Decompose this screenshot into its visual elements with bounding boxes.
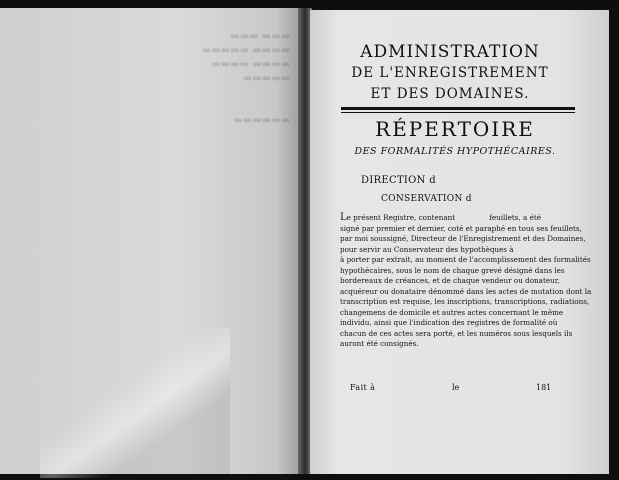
body-line: hypothécaires, sous le nom de chaque grevé désigné dans les [340,265,565,275]
header-administration: ADMINISTRATION [360,42,540,62]
footer-fait: Fait à [350,383,376,392]
body-line [340,213,566,224]
body-line: pour servir au Conservateur des hypothèques à [340,244,514,254]
body-line: changemens de domicile et autres actes concernant le même [340,307,564,317]
body-line: signé par premier et dernier, coté et paraphé en tous ses feuillets, [340,223,582,233]
left-page [0,8,300,474]
divider-thick [341,107,575,110]
body-text-fragment: e présent Registre, contenant [346,213,456,222]
page-subtitle: DES FORMALITÉS HYPOTHÉCAIRES. [354,146,556,157]
body-text-fragment: feuillets, a été [489,213,541,222]
header-enregistrement: DE L'ENREGISTREMENT [351,65,549,81]
footer-year: 181 [536,383,552,392]
body-paragraph [340,212,592,350]
conservation-field: CONSERVATION d [381,194,472,204]
page-title: RÉPERTOIRE [375,117,535,141]
direction-field: DIRECTION d [361,175,436,186]
body-line: individu, ainsi que l'indication des registres de formalité où [340,318,558,327]
body-line: par moi soussigné, Directeur de l'Enregistrement et des Domaines, [340,234,586,243]
divider-thin [341,112,575,113]
body-line: bordereaux de créances, et de chaque vendeur ou donateur, [340,276,560,285]
body-line: à porter par extrait, au moment de l'accomplissement des formalités [340,255,591,264]
footer-le: le [452,383,460,392]
drop-cap: L [340,212,347,223]
body-line: transcription est requise, les inscriptions, transcriptions, radiations, [340,297,590,306]
body-line: chacun de ces actes sera porté, et les numéros sous lesquels ils [340,328,573,338]
header-domaines: ET DES DOMAINES. [370,86,530,102]
body-line: auront été consignés. [340,339,419,348]
body-line: acquéreur ou donataire dénommé dans les actes de mutation dont la [340,286,592,296]
bleed-through-text: ▬▬▬ ▬▬▬ ▬▬▬▬▬ ▬▬▬▬ ▬▬▬▬ ▬▬▬▬ ▬▬▬▬▬ ▬▬▬▬▬▬ [201,31,290,126]
